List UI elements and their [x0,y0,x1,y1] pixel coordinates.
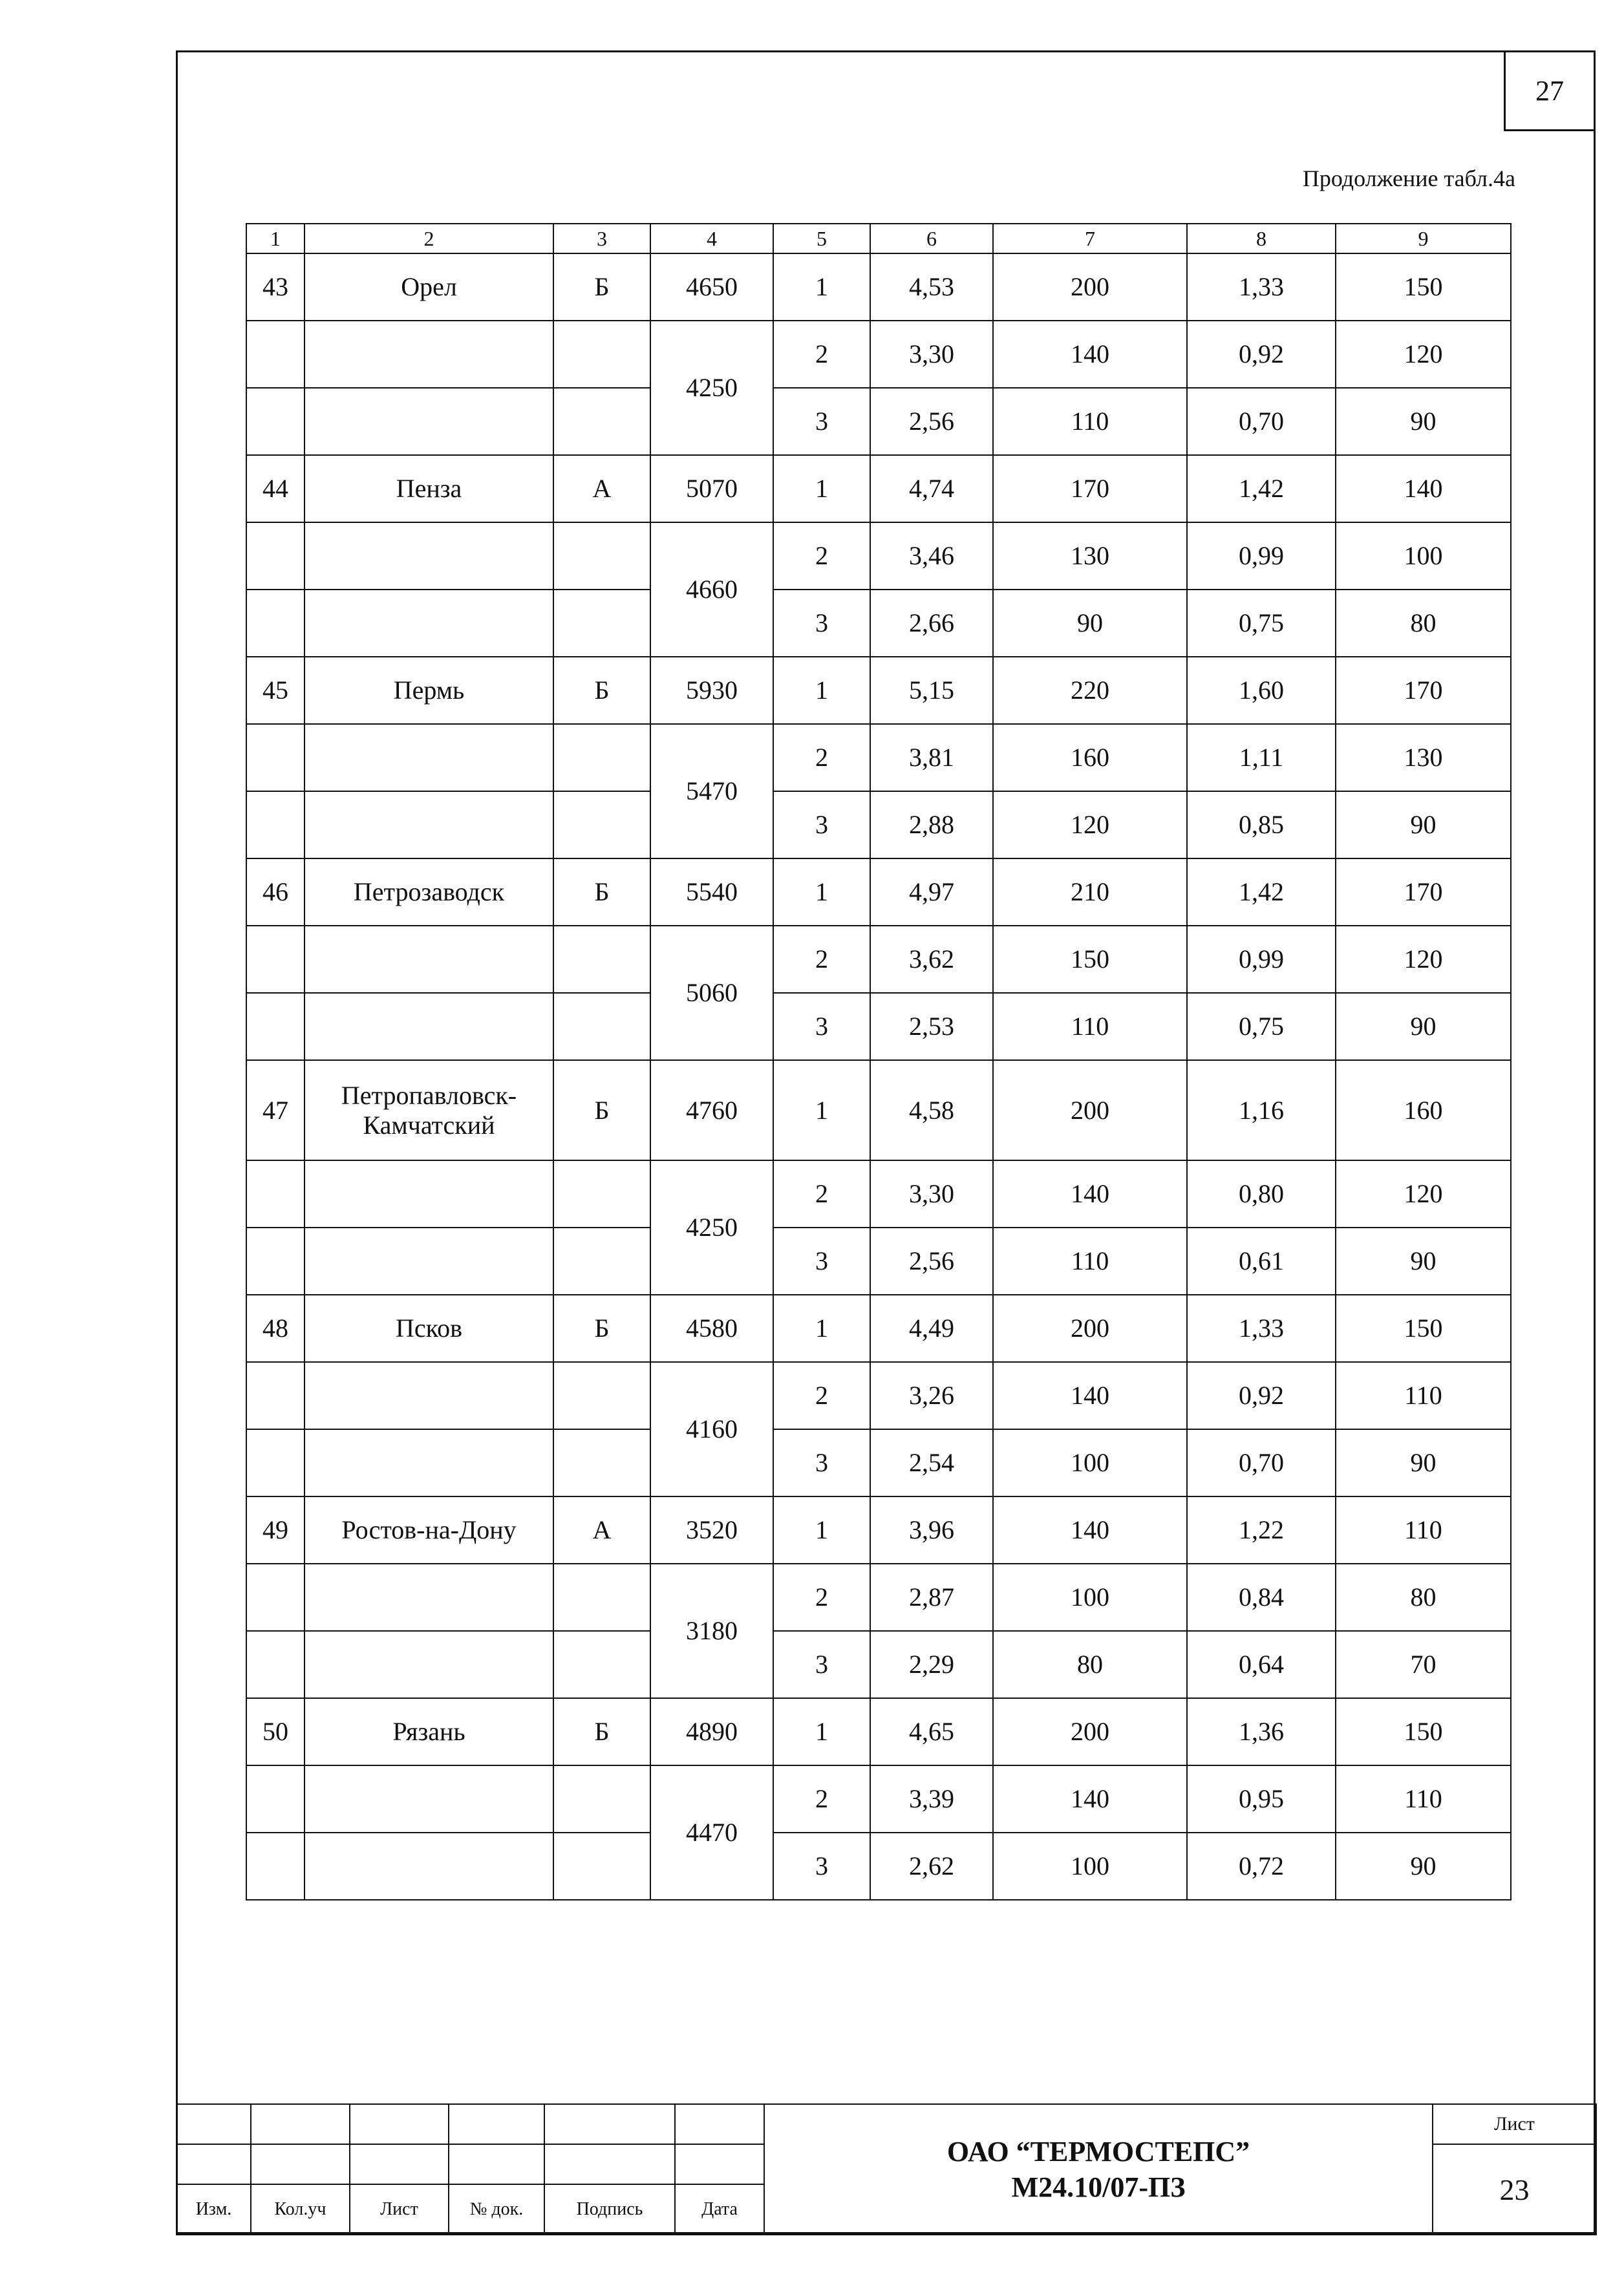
cell-c5: 3 [773,993,870,1060]
cell-c2 [304,1429,553,1496]
cell-c3 [553,1160,650,1228]
cell-c2 [304,1228,553,1295]
cell-c9: 140 [1336,455,1511,522]
stamp-label-list: Лист [350,2184,449,2235]
cell-c4: 3520 [650,1496,773,1564]
cell-c8: 0,75 [1187,590,1336,657]
cell-c8: 0,72 [1187,1833,1336,1900]
table-row [246,657,1511,724]
cell-c2 [304,724,553,791]
header-row [246,224,1511,253]
cell-c8: 0,92 [1187,1362,1336,1429]
stamp-cell [544,2144,675,2184]
cell-c1 [246,1833,304,1900]
cell-c1 [246,1631,304,1698]
org-name: ОАО “ТЕРМОСТЕПС” [946,2136,1250,2167]
cell-c8: 0,80 [1187,1160,1336,1228]
cell-c6: 4,97 [870,858,993,926]
cell-c9: 110 [1336,1496,1511,1564]
cell-c8: 0,61 [1187,1228,1336,1295]
cell-c3 [553,522,650,590]
cell-c6: 3,81 [870,724,993,791]
cell-c3 [553,388,650,455]
cell-c5: 2 [773,1362,870,1429]
cell-c3 [553,1631,650,1698]
cell-c1: 48 [246,1295,304,1362]
column-header: 8 [1187,224,1336,253]
table-row [246,590,1511,657]
cell-c4: 4760 [650,1060,773,1160]
cell-c4: 4160 [650,1362,773,1496]
cell-c9: 100 [1336,522,1511,590]
cell-c1 [246,1765,304,1833]
cell-c5: 3 [773,590,870,657]
table-row [246,455,1511,522]
cell-c6: 3,96 [870,1496,993,1564]
cell-c9: 120 [1336,1160,1511,1228]
table-row [246,1362,1511,1429]
cell-c3: Б [553,1060,650,1160]
cell-c8: 1,33 [1187,253,1336,321]
cell-c2 [304,522,553,590]
cell-c9: 80 [1336,1564,1511,1631]
cell-c8: 0,92 [1187,321,1336,388]
cell-c2 [304,1564,553,1631]
column-header: 4 [650,224,773,253]
table-row [246,522,1511,590]
cell-c4: 5060 [650,926,773,1060]
cell-c8: 1,42 [1187,455,1336,522]
table-row [246,1429,1511,1496]
cell-c5: 3 [773,1833,870,1900]
cell-c7: 110 [993,388,1187,455]
cell-c5: 3 [773,791,870,858]
cell-c7: 200 [993,1060,1187,1160]
stamp-cell [350,2104,449,2144]
cell-c3 [553,1564,650,1631]
stamp-cell [251,2104,350,2144]
cell-c9: 110 [1336,1362,1511,1429]
cell-c8: 0,75 [1187,993,1336,1060]
cell-c6: 5,15 [870,657,993,724]
title-block [176,2103,1597,2235]
cell-c3 [553,1429,650,1496]
cell-c9: 160 [1336,1060,1511,1160]
table-row [246,858,1511,926]
cell-c1 [246,1228,304,1295]
cell-c7: 100 [993,1429,1187,1496]
cell-c4: 5070 [650,455,773,522]
stamp-label-izm: Изм. [176,2184,251,2235]
column-header: 5 [773,224,870,253]
cell-c7: 90 [993,590,1187,657]
cell-c3: Б [553,1698,650,1765]
cell-c1 [246,522,304,590]
cell-c2 [304,1765,553,1833]
table-row [246,993,1511,1060]
cell-c2 [304,791,553,858]
cell-c1 [246,926,304,993]
cell-c6: 4,58 [870,1060,993,1160]
column-header: 3 [553,224,650,253]
cell-c6: 2,88 [870,791,993,858]
stamp-label-doc: № док. [449,2184,544,2235]
cell-c5: 1 [773,1060,870,1160]
cell-c5: 3 [773,388,870,455]
cell-c1 [246,590,304,657]
data-table [246,223,1512,1900]
cell-c3 [553,1228,650,1295]
cell-c8: 0,70 [1187,388,1336,455]
cell-c6: 4,74 [870,455,993,522]
cell-c9: 90 [1336,1429,1511,1496]
cell-c6: 4,49 [870,1295,993,1362]
cell-c4: 4250 [650,1160,773,1295]
cell-c8: 0,99 [1187,522,1336,590]
cell-c7: 170 [993,455,1187,522]
stamp-cell [176,2144,251,2184]
sheet-number: 23 [1433,2144,1596,2235]
cell-c7: 140 [993,1362,1187,1429]
table-row [246,1564,1511,1631]
stamp-cell [176,2104,251,2144]
cell-c2 [304,1362,553,1429]
cell-c1: 45 [246,657,304,724]
cell-c7: 140 [993,1160,1187,1228]
cell-c1 [246,1362,304,1429]
cell-c9: 120 [1336,321,1511,388]
table-row [246,1060,1511,1160]
cell-c8: 0,99 [1187,926,1336,993]
doc-code: М24.10/07-ПЗ [1011,2171,1186,2203]
cell-c9: 90 [1336,791,1511,858]
cell-c2 [304,388,553,455]
table-row [246,253,1511,321]
column-header: 1 [246,224,304,253]
cell-c1 [246,1564,304,1631]
cell-c6: 4,53 [870,253,993,321]
cell-c7: 140 [993,321,1187,388]
cell-c5: 1 [773,1295,870,1362]
cell-c2: Ростов-на-Дону [304,1496,553,1564]
cell-c5: 2 [773,321,870,388]
cell-c9: 80 [1336,590,1511,657]
table-caption: Продолжение табл.4а [1302,165,1515,191]
cell-c3: А [553,1496,650,1564]
cell-c6: 3,46 [870,522,993,590]
cell-c5: 2 [773,926,870,993]
cell-c4: 4650 [650,253,773,321]
cell-c8: 1,33 [1187,1295,1336,1362]
stamp-cell [449,2144,544,2184]
cell-c3: Б [553,858,650,926]
cell-c2: Рязань [304,1698,553,1765]
cell-c9: 120 [1336,926,1511,993]
cell-c5: 1 [773,858,870,926]
cell-c7: 110 [993,1228,1187,1295]
cell-c8: 1,60 [1187,657,1336,724]
cell-c2 [304,926,553,993]
table-row [246,321,1511,388]
cell-c6: 3,26 [870,1362,993,1429]
cell-c8: 1,42 [1187,858,1336,926]
table-row [246,1228,1511,1295]
stamp-cell [449,2104,544,2144]
cell-c6: 2,29 [870,1631,993,1698]
cell-c8: 0,95 [1187,1765,1336,1833]
cell-c3 [553,1362,650,1429]
table-row [246,1496,1511,1564]
cell-c7: 80 [993,1631,1187,1698]
cell-c2 [304,1631,553,1698]
table-row [246,1631,1511,1698]
cell-c1: 49 [246,1496,304,1564]
cell-c1 [246,1160,304,1228]
cell-c9: 110 [1336,1765,1511,1833]
cell-c7: 200 [993,1295,1187,1362]
cell-c8: 0,85 [1187,791,1336,858]
cell-c3 [553,321,650,388]
cell-c7: 140 [993,1496,1187,1564]
cell-c5: 3 [773,1429,870,1496]
cell-c9: 150 [1336,1698,1511,1765]
cell-c5: 1 [773,657,870,724]
table-row [246,388,1511,455]
cell-c5: 3 [773,1228,870,1295]
cell-c4: 3180 [650,1564,773,1698]
cell-c9: 70 [1336,1631,1511,1698]
stamp-cell [675,2144,764,2184]
cell-c9: 150 [1336,1295,1511,1362]
cell-c1 [246,993,304,1060]
cell-c5: 1 [773,253,870,321]
cell-c8: 1,22 [1187,1496,1336,1564]
cell-c5: 2 [773,1564,870,1631]
cell-c6: 2,56 [870,1228,993,1295]
cell-c5: 2 [773,724,870,791]
cell-c8: 0,64 [1187,1631,1336,1698]
cell-c6: 3,30 [870,1160,993,1228]
cell-c1: 47 [246,1060,304,1160]
cell-c1: 50 [246,1698,304,1765]
column-header: 9 [1336,224,1511,253]
cell-c7: 150 [993,926,1187,993]
cell-c6: 4,65 [870,1698,993,1765]
cell-c1: 46 [246,858,304,926]
cell-c9: 170 [1336,858,1511,926]
stamp-cell [544,2104,675,2144]
cell-c1 [246,1429,304,1496]
cell-c1 [246,321,304,388]
cell-c7: 120 [993,791,1187,858]
cell-c2 [304,993,553,1060]
cell-c9: 90 [1336,993,1511,1060]
stamp-label-date: Дата [675,2184,764,2235]
sheet-label: Лист [1433,2104,1596,2144]
cell-c4: 4890 [650,1698,773,1765]
table-row [246,1833,1511,1900]
cell-c2 [304,321,553,388]
cell-c7: 200 [993,253,1187,321]
cell-c3 [553,791,650,858]
cell-c2: Псков [304,1295,553,1362]
cell-c5: 1 [773,455,870,522]
cell-c6: 3,39 [870,1765,993,1833]
cell-c4: 5540 [650,858,773,926]
stamp-cell [350,2144,449,2184]
cell-c2 [304,1160,553,1228]
cell-c9: 130 [1336,724,1511,791]
cell-c3: Б [553,253,650,321]
cell-c8: 0,70 [1187,1429,1336,1496]
cell-c7: 140 [993,1765,1187,1833]
cell-c2: Петропавловск-Камчатский [304,1060,553,1160]
cell-c1 [246,388,304,455]
page-number: 27 [1504,50,1596,131]
cell-c4: 4660 [650,522,773,657]
cell-c7: 100 [993,1833,1187,1900]
cell-c7: 210 [993,858,1187,926]
stamp-label-kolvo: Кол.уч [251,2184,350,2235]
cell-c1 [246,724,304,791]
table-row [246,926,1511,993]
cell-c7: 130 [993,522,1187,590]
cell-c1: 43 [246,253,304,321]
cell-c3: Б [553,1295,650,1362]
cell-c6: 2,62 [870,1833,993,1900]
cell-c4: 4470 [650,1765,773,1900]
cell-c7: 100 [993,1564,1187,1631]
cell-c6: 2,53 [870,993,993,1060]
cell-c8: 1,16 [1187,1060,1336,1160]
cell-c7: 160 [993,724,1187,791]
table-row [246,1295,1511,1362]
cell-c3 [553,993,650,1060]
cell-c3 [553,1765,650,1833]
cell-c5: 2 [773,522,870,590]
cell-c1: 44 [246,455,304,522]
stamp-cell [251,2144,350,2184]
cell-c2: Пермь [304,657,553,724]
cell-c2 [304,590,553,657]
cell-c7: 110 [993,993,1187,1060]
cell-c5: 2 [773,1765,870,1833]
cell-c2: Петрозаводск [304,858,553,926]
cell-c6: 2,66 [870,590,993,657]
cell-c3 [553,1833,650,1900]
column-header: 2 [304,224,553,253]
cell-c8: 1,11 [1187,724,1336,791]
cell-c4: 4580 [650,1295,773,1362]
cell-c9: 90 [1336,388,1511,455]
cell-c9: 90 [1336,1228,1511,1295]
cell-c9: 150 [1336,253,1511,321]
cell-c4: 5930 [650,657,773,724]
cell-c2: Орел [304,253,553,321]
cell-c5: 1 [773,1496,870,1564]
cell-c3: Б [553,657,650,724]
stamp-label-sign: Подпись [544,2184,675,2235]
cell-c3 [553,926,650,993]
cell-c1 [246,791,304,858]
cell-c6: 2,56 [870,388,993,455]
table-row [246,724,1511,791]
cell-c4: 5470 [650,724,773,858]
cell-c6: 3,30 [870,321,993,388]
cell-c3 [553,590,650,657]
cell-c2: Пенза [304,455,553,522]
cell-c9: 170 [1336,657,1511,724]
cell-c6: 2,54 [870,1429,993,1496]
cell-c8: 0,84 [1187,1564,1336,1631]
cell-c4: 4250 [650,321,773,455]
cell-c2 [304,1833,553,1900]
cell-c8: 1,36 [1187,1698,1336,1765]
cell-c5: 1 [773,1698,870,1765]
cell-c6: 2,87 [870,1564,993,1631]
table-row [246,1160,1511,1228]
cell-c6: 3,62 [870,926,993,993]
cell-c7: 220 [993,657,1187,724]
cell-c5: 2 [773,1160,870,1228]
cell-c9: 90 [1336,1833,1511,1900]
table-row [246,1698,1511,1765]
cell-c3: А [553,455,650,522]
stamp-org [764,2104,1433,2235]
column-header: 7 [993,224,1187,253]
table-row [246,791,1511,858]
stamp-cell [675,2104,764,2144]
cell-c3 [553,724,650,791]
table-row [246,1765,1511,1833]
cell-c7: 200 [993,1698,1187,1765]
column-header: 6 [870,224,993,253]
cell-c5: 3 [773,1631,870,1698]
